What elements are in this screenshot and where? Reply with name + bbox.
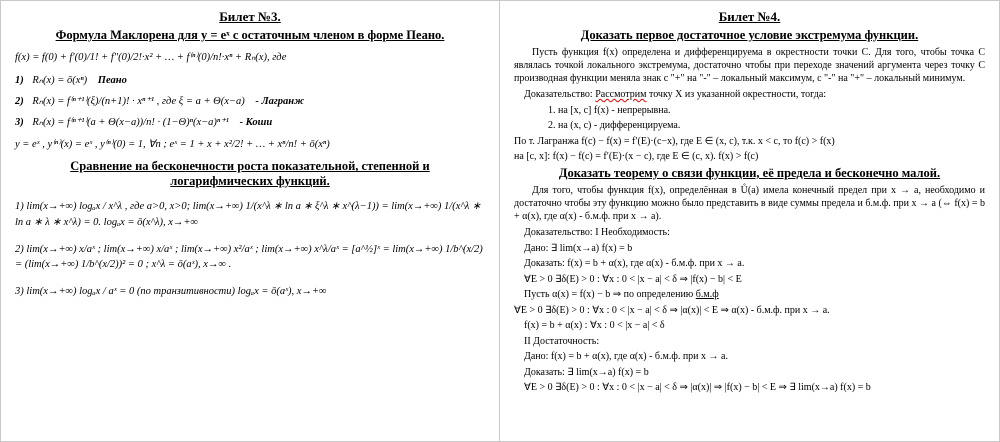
growth-item-log-vs-exp: 3) lim(x→+∞) logₐx / aˣ = 0 (по транзитивности) logₐx = ō(aˣ), x→+∞ (15, 286, 327, 298)
proof1-intro-suffix: точку X из указанной окрестности, тогда: (646, 89, 827, 101)
proof1-intro (524, 88, 985, 101)
extremum-statement: Пусть функция f(x) определена и дифференцируема в окрестности точки С. Для того, чтобы точка С являлась точкой локального экстремума, достаточно чтобы при переходе значений аргумента через точку С производная функции меняла знак с "+" на "-" – локальный максимум, с "-" на "+" – локальный минимум. (514, 47, 985, 85)
growth-item-power-vs-exp: 2) lim(x→+∞) x/aˣ ; lim(x→+∞) x/aˣ ; lim(x→+∞) x²/aˣ ; lim(x→+∞) x^λ/aˣ = [a^½]ˣ = lim(x→+∞) 1/b^(x/2) = (lim(x→+∞) 1/b^(x/2))² = 0 ; x^λ = ō(aˣ), x→∞ . (15, 243, 483, 271)
item-number: 1) (15, 75, 24, 87)
proof2-sufficiency-header: II Достаточность: (524, 335, 600, 347)
proof2-given2: Дано: f(x) = b + α(x), где α(x) - б.м.ф. при x → a. (524, 351, 728, 363)
proof2-necessity-header: Доказательство: I Необходимость: (524, 227, 670, 239)
remainder-peano-formula: Rₙ(x) = ō(xⁿ) (32, 75, 88, 87)
proof2-given1: Дано: ∃ lim(x→a) f(x) = b (524, 242, 633, 254)
item-number: 3) (15, 117, 24, 129)
growth-section-title-line2: логарифмических функций. (170, 174, 330, 189)
proof1-intro-prefix: Доказательство: (524, 89, 596, 101)
remainder-cauchy (15, 116, 485, 128)
proof2-epsilon-delta-line1: ∀E > 0 ∃δ(E) > 0 : ∀x : 0 < |x − a| < δ ⇒ |f(x) − b| < E (524, 273, 742, 285)
remainder-lagrange-label: - Лагранж (255, 96, 305, 108)
proof2-toprove2: Доказать: ∃ lim(x→a) f(x) = b (524, 366, 649, 378)
proof2-let-underlined: б.м.ф (695, 289, 719, 301)
proof2-let-prefix: Пусть α(x) = f(x) − b ⇒ по определению (524, 289, 696, 301)
page-ticket-4[interactable] (500, 1, 999, 441)
remainder-peano (15, 74, 485, 86)
exp-series-formula: y = eˣ , y⁽ⁿ⁾(x) = eˣ , y⁽ⁿ⁾(0) = 1, ∀n ; eˣ = 1 + x + x²/2! + … + xⁿ/n! + ō(xⁿ) (15, 139, 330, 151)
proof2-sum-line: f(x) = b + α(x) : ∀x : 0 < |x − a| < δ (524, 320, 665, 332)
ticket4-title: Билет №4. (718, 9, 781, 24)
remainder-cauchy-formula: Rₙ(x) = f⁽ⁿ⁺¹⁾(a + Θ(x−a))/n! · (1−Θ)ⁿ(x−a)ⁿ⁺¹ (32, 117, 229, 129)
extremum-heading: Доказать первое достаточное условие экстремума функции. (580, 28, 919, 42)
limit-theorem-heading: Доказать теорему о связи функции, её предела и бесконечно малой. (558, 166, 941, 181)
misspelled-word: Рассмотрим (595, 89, 647, 101)
maclaurin-formula: f(x) = f(0) + f′(0)/1! + f″(0)/2!·x² + … + f⁽ⁿ⁾(0)/n!·xⁿ + Rₙ(x), где (15, 52, 287, 63)
item-number: 2) (15, 96, 24, 108)
ticket3-subtitle: Формула Маклорена для y = eˣ с остаточным членом в форме Пеано. (55, 28, 445, 42)
ticket3-title: Билет №3. (219, 9, 281, 24)
remainder-lagrange (15, 95, 485, 107)
growth-section-title-line1: Сравнение на бесконечности роста показательной, степенной и (70, 159, 430, 174)
growth-item-log-vs-power: 1) lim(x→+∞) logₐx / x^λ , где a>0, x>0; lim(x→+∞) 1/(x^λ ∗ ln a ∗ ξ^λ ∗ x^(λ−1)) = lim(x→+∞) 1/(x^λ ∗ ln a ∗ λ ∗ x^λ) = 0. logₐx = ō(x^λ), x→+∞ (15, 201, 481, 228)
remainder-cauchy-label: - Коши (239, 117, 273, 129)
remainder-peano-label: Пеано (97, 75, 127, 87)
lagrange-theorem-line2: на [c, x]: f(x) − f(c) = f′(E)·(x − c), где E ∈ (c, x). f(x) > f(c) (514, 151, 759, 163)
proof2-epsilon-delta-line2: ∀E > 0 ∃δ(E) > 0 : ∀x : 0 < |x − a| < δ ⇒ |α(x)| < E ⇒ α(x) - б.м.ф. при x → a. (514, 304, 830, 316)
proof2-epsilon-delta-line3: ∀E > 0 ∃δ(E) > 0 : ∀x : 0 < |x − a| < δ ⇒ |α(x)| ⇒ |f(x) − b| < E ⇒ ∃ lim(x→a) f(x) = b (524, 382, 871, 394)
page-ticket-3[interactable] (1, 1, 500, 441)
proof2-let-line (524, 288, 985, 301)
lagrange-theorem-line: По т. Лагранжа f(c) − f(x) = f′(E)·(c−x), где E ∈ (x, c), т.к. x < c, то f(c) > f(x) (514, 135, 835, 147)
proof2-toprove1: Доказать: f(x) = b + α(x), где α(x) - б.м.ф. при x → a. (524, 258, 745, 270)
remainder-lagrange-formula: Rₙ(x) = f⁽ⁿ⁺¹⁾(ξ)/(n+1)! · xⁿ⁺¹ , где ξ = a + Θ(x−a) (32, 96, 245, 108)
condition-continuous: 1. на [x, c] f(x) - непрерывна. (548, 104, 671, 116)
condition-differentiable: 2. на (x, c) - дифференцируема. (548, 120, 681, 132)
limit-theorem-statement: Для того, чтобы функция f(x), определённая в Ů(a) имела конечный предел при x → a, необходимо и достаточно чтобы эту функцию можно было представить в виде суммы предела и б.м.ф. при x → a (⇔ f(x) = b + α(x), где α(x) - б.м.ф. при x → a). (514, 185, 985, 223)
